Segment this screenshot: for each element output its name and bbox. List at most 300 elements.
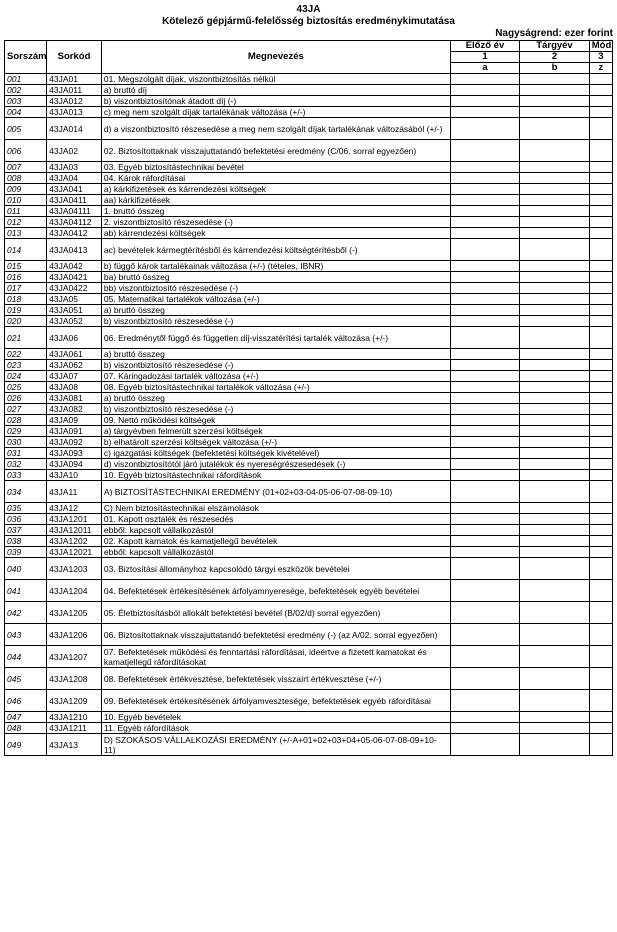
value-elozo-ev[interactable]	[450, 602, 520, 624]
value-targyev[interactable]	[520, 206, 590, 217]
table-row	[5, 437, 613, 448]
value-mod[interactable]	[589, 327, 612, 349]
header-elozo-ev: Előző év	[450, 41, 520, 52]
row-number: 047	[5, 712, 47, 723]
row-description: 06. Biztosítottaknak visszajuttatandó befektetési eredmény (-) (az A/02. sorral egyezően)	[101, 624, 450, 646]
row-code: 43JA09	[47, 415, 102, 426]
value-elozo-ev[interactable]	[450, 382, 520, 393]
value-elozo-ev[interactable]	[450, 360, 520, 371]
value-mod[interactable]	[589, 514, 612, 525]
value-mod[interactable]	[589, 602, 612, 624]
value-elozo-ev[interactable]	[450, 536, 520, 547]
row-number: 026	[5, 393, 47, 404]
value-targyev[interactable]	[520, 536, 590, 547]
row-description: 02. Kapott kamatok és kamatjellegű bevételek	[101, 536, 450, 547]
value-mod[interactable]	[589, 393, 612, 404]
row-description: d) viszontbiztosítótól járó jutalékok és nyereségrészesedések (-)	[101, 459, 450, 470]
row-code: 43JA02	[47, 140, 102, 162]
value-mod[interactable]	[589, 140, 612, 162]
value-mod[interactable]	[589, 470, 612, 481]
table-row	[5, 96, 613, 107]
row-number: 002	[5, 85, 47, 96]
value-targyev[interactable]	[520, 712, 590, 723]
header-col-a: a	[450, 63, 520, 74]
value-elozo-ev[interactable]	[450, 107, 520, 118]
value-mod[interactable]	[589, 195, 612, 206]
value-mod[interactable]	[589, 404, 612, 415]
row-code: 43JA1211	[47, 723, 102, 734]
row-description: 03. Egyéb biztosítástechnikai bevétel	[101, 162, 450, 173]
row-code: 43JA061	[47, 349, 102, 360]
row-code: 43JA052	[47, 316, 102, 327]
value-mod[interactable]	[589, 547, 612, 558]
value-elozo-ev[interactable]	[450, 195, 520, 206]
row-number: 009	[5, 184, 47, 195]
value-elozo-ev[interactable]	[450, 646, 520, 668]
value-elozo-ev[interactable]	[450, 239, 520, 261]
row-number: 024	[5, 371, 47, 382]
row-number: 021	[5, 327, 47, 349]
row-code: 43JA10	[47, 470, 102, 481]
table-row	[5, 580, 613, 602]
value-targyev[interactable]	[520, 316, 590, 327]
value-elozo-ev[interactable]	[450, 558, 520, 580]
value-targyev[interactable]	[520, 349, 590, 360]
table-row	[5, 228, 613, 239]
row-description: C) Nem biztosítástechnikai elszámolások	[101, 503, 450, 514]
row-description: 07. Befektetések működési és fenntartási ráfordításai, ideértve a fizetett kamatokat és kamatjellegű ráfordításokat	[101, 646, 450, 668]
value-elozo-ev[interactable]	[450, 305, 520, 316]
value-targyev[interactable]	[520, 503, 590, 514]
value-targyev[interactable]	[520, 525, 590, 536]
value-elozo-ev[interactable]	[450, 393, 520, 404]
value-targyev[interactable]	[520, 624, 590, 646]
value-elozo-ev[interactable]	[450, 734, 520, 756]
table-row	[5, 305, 613, 316]
row-number: 023	[5, 360, 47, 371]
value-mod[interactable]	[589, 382, 612, 393]
table-row	[5, 415, 613, 426]
row-code: 43JA041	[47, 184, 102, 195]
row-code: 43JA08	[47, 382, 102, 393]
value-elozo-ev[interactable]	[450, 118, 520, 140]
value-elozo-ev[interactable]	[450, 349, 520, 360]
row-code: 43JA081	[47, 393, 102, 404]
value-elozo-ev[interactable]	[450, 470, 520, 481]
table-row	[5, 547, 613, 558]
value-mod[interactable]	[589, 107, 612, 118]
table-row	[5, 558, 613, 580]
table-row	[5, 261, 613, 272]
row-description: 1. bruttó összeg	[101, 206, 450, 217]
value-targyev[interactable]	[520, 74, 590, 85]
table-row	[5, 349, 613, 360]
value-elozo-ev[interactable]	[450, 184, 520, 195]
value-mod[interactable]	[589, 415, 612, 426]
value-elozo-ev[interactable]	[450, 514, 520, 525]
value-targyev[interactable]	[520, 294, 590, 305]
value-elozo-ev[interactable]	[450, 668, 520, 690]
value-mod[interactable]	[589, 503, 612, 514]
row-number: 048	[5, 723, 47, 734]
value-targyev[interactable]	[520, 514, 590, 525]
header-mod: Mód	[589, 41, 612, 52]
value-elozo-ev[interactable]	[450, 415, 520, 426]
header-col-b: b	[520, 63, 590, 74]
row-number: 038	[5, 536, 47, 547]
value-targyev[interactable]	[520, 558, 590, 580]
row-description: b) elhatárolt szerzési költségek változása (+/-)	[101, 437, 450, 448]
value-mod[interactable]	[589, 426, 612, 437]
value-targyev[interactable]	[520, 228, 590, 239]
row-code: 43JA07	[47, 371, 102, 382]
table-row	[5, 503, 613, 514]
value-targyev[interactable]	[520, 459, 590, 470]
row-number: 007	[5, 162, 47, 173]
value-targyev[interactable]	[520, 272, 590, 283]
table-row	[5, 327, 613, 349]
row-description: b) viszontbiztosító részesedése (-)	[101, 404, 450, 415]
row-code: 43JA0412	[47, 228, 102, 239]
row-number: 030	[5, 437, 47, 448]
row-code: 43JA092	[47, 437, 102, 448]
value-mod[interactable]	[589, 624, 612, 646]
value-targyev[interactable]	[520, 404, 590, 415]
value-mod[interactable]	[589, 668, 612, 690]
value-targyev[interactable]	[520, 393, 590, 404]
row-description: 01. Megszolgált díjak, viszontbiztosítás nélkül	[101, 74, 450, 85]
value-elozo-ev[interactable]	[450, 580, 520, 602]
row-description: 04. Károk ráfordításai	[101, 173, 450, 184]
row-code: 43JA082	[47, 404, 102, 415]
value-elozo-ev[interactable]	[450, 283, 520, 294]
row-code: 43JA1201	[47, 514, 102, 525]
value-elozo-ev[interactable]	[450, 481, 520, 503]
table-row	[5, 668, 613, 690]
value-mod[interactable]	[589, 85, 612, 96]
value-targyev[interactable]	[520, 668, 590, 690]
value-targyev[interactable]	[520, 602, 590, 624]
value-mod[interactable]	[589, 294, 612, 305]
row-description: ba) bruttó összeg	[101, 272, 450, 283]
unit-label: Nagyságrend: ezer forint	[495, 28, 613, 39]
row-number: 046	[5, 690, 47, 712]
value-mod[interactable]	[589, 712, 612, 723]
value-targyev[interactable]	[520, 96, 590, 107]
row-code: 43JA1207	[47, 646, 102, 668]
row-number: 028	[5, 415, 47, 426]
value-targyev[interactable]	[520, 85, 590, 96]
header-targyev: Tárgyév	[520, 41, 590, 52]
table-row	[5, 646, 613, 668]
row-code: 43JA093	[47, 448, 102, 459]
row-description: ebből: kapcsolt vállalkozástól	[101, 525, 450, 536]
value-mod[interactable]	[589, 459, 612, 470]
row-number: 035	[5, 503, 47, 514]
row-code: 43JA094	[47, 459, 102, 470]
row-number: 034	[5, 481, 47, 503]
value-targyev[interactable]	[520, 140, 590, 162]
row-code: 43JA13	[47, 734, 102, 756]
row-code: 43JA1204	[47, 580, 102, 602]
row-description: 10. Egyéb biztosítástechnikai ráfordítások	[101, 470, 450, 481]
value-elozo-ev[interactable]	[450, 437, 520, 448]
row-number: 015	[5, 261, 47, 272]
value-elozo-ev[interactable]	[450, 140, 520, 162]
row-description: 04. Befektetések értékesítésének árfolyamnyeresége, befektetések egyéb bevételei	[101, 580, 450, 602]
row-description: b) viszontbiztosító részesedése (-)	[101, 360, 450, 371]
value-targyev[interactable]	[520, 327, 590, 349]
value-targyev[interactable]	[520, 415, 590, 426]
table-row	[5, 536, 613, 547]
table-row	[5, 217, 613, 228]
row-number: 036	[5, 514, 47, 525]
header-col-z: z	[589, 63, 612, 74]
value-elozo-ev[interactable]	[450, 426, 520, 437]
row-description: ebből: kapcsolt vállalkozástól	[101, 547, 450, 558]
value-targyev[interactable]	[520, 690, 590, 712]
row-description: 10. Egyéb bevételek	[101, 712, 450, 723]
value-elozo-ev[interactable]	[450, 96, 520, 107]
value-mod[interactable]	[589, 349, 612, 360]
row-code: 43JA0422	[47, 283, 102, 294]
value-mod[interactable]	[589, 360, 612, 371]
value-targyev[interactable]	[520, 305, 590, 316]
value-targyev[interactable]	[520, 734, 590, 756]
row-description: 07. Káringadozási tartalék változása (+/-)	[101, 371, 450, 382]
row-description: 11. Egyéb ráfordítások	[101, 723, 450, 734]
row-code: 43JA01	[47, 74, 102, 85]
value-mod[interactable]	[589, 74, 612, 85]
table-row	[5, 195, 613, 206]
value-targyev[interactable]	[520, 382, 590, 393]
row-number: 017	[5, 283, 47, 294]
value-mod[interactable]	[589, 228, 612, 239]
value-mod[interactable]	[589, 437, 612, 448]
value-mod[interactable]	[589, 558, 612, 580]
row-description: 09. Nettó működési költségek	[101, 415, 450, 426]
value-targyev[interactable]	[520, 173, 590, 184]
value-elozo-ev[interactable]	[450, 162, 520, 173]
value-elozo-ev[interactable]	[450, 448, 520, 459]
value-elozo-ev[interactable]	[450, 690, 520, 712]
table-row	[5, 470, 613, 481]
row-number: 010	[5, 195, 47, 206]
row-number: 044	[5, 646, 47, 668]
row-number: 016	[5, 272, 47, 283]
row-number: 031	[5, 448, 47, 459]
value-targyev[interactable]	[520, 580, 590, 602]
value-elozo-ev[interactable]	[450, 503, 520, 514]
row-code: 43JA1203	[47, 558, 102, 580]
table-row	[5, 382, 613, 393]
row-number: 012	[5, 217, 47, 228]
table-row	[5, 514, 613, 525]
row-number: 013	[5, 228, 47, 239]
value-targyev[interactable]	[520, 195, 590, 206]
value-mod[interactable]	[589, 272, 612, 283]
row-description: 06. Eredménytől függő és független díj-visszatérítési tartalék változása (+/-)	[101, 327, 450, 349]
row-code: 43JA051	[47, 305, 102, 316]
row-code: 43JA011	[47, 85, 102, 96]
table-row	[5, 184, 613, 195]
value-elozo-ev[interactable]	[450, 74, 520, 85]
value-targyev[interactable]	[520, 217, 590, 228]
row-description: b) viszontbiztosítónak átadott díj (-)	[101, 96, 450, 107]
table-row	[5, 316, 613, 327]
value-targyev[interactable]	[520, 470, 590, 481]
value-targyev[interactable]	[520, 426, 590, 437]
value-targyev[interactable]	[520, 371, 590, 382]
value-elozo-ev[interactable]	[450, 525, 520, 536]
row-code: 43JA0413	[47, 239, 102, 261]
table-row	[5, 712, 613, 723]
row-description: 02. Biztosítottaknak visszajuttatandó befektetési eredmény (C/06. sorral egyezően)	[101, 140, 450, 162]
value-mod[interactable]	[589, 371, 612, 382]
table-row	[5, 734, 613, 756]
row-code: 43JA1205	[47, 602, 102, 624]
report-code: 43JA	[296, 4, 321, 15]
value-targyev[interactable]	[520, 107, 590, 118]
row-number: 040	[5, 558, 47, 580]
table-row	[5, 294, 613, 305]
row-description: 08. Egyéb biztosítástechnikai tartalékok változása (+/-)	[101, 382, 450, 393]
value-mod[interactable]	[589, 525, 612, 536]
value-targyev[interactable]	[520, 184, 590, 195]
table-row	[5, 426, 613, 437]
value-mod[interactable]	[589, 723, 612, 734]
value-targyev[interactable]	[520, 283, 590, 294]
value-mod[interactable]	[589, 261, 612, 272]
row-code: 43JA12021	[47, 547, 102, 558]
row-description: a) kárkifizetések és kárrendezési költségek	[101, 184, 450, 195]
value-mod[interactable]	[589, 173, 612, 184]
row-description: 05. Életbiztosításból allokált befektetési bevétel (B/02/d) sorral egyezően)	[101, 602, 450, 624]
row-code: 43JA013	[47, 107, 102, 118]
report-title: Kötelező gépjármű-felelősség biztosítás eredménykimutatása	[162, 16, 455, 27]
row-code: 43JA04	[47, 173, 102, 184]
row-code: 43JA04111	[47, 206, 102, 217]
table-row	[5, 118, 613, 140]
row-description: b) függő károk tartalékainak változása (+/-) (tételes, IBNR)	[101, 261, 450, 272]
row-number: 041	[5, 580, 47, 602]
value-elozo-ev[interactable]	[450, 217, 520, 228]
value-mod[interactable]	[589, 162, 612, 173]
value-elozo-ev[interactable]	[450, 371, 520, 382]
table-row	[5, 459, 613, 470]
value-elozo-ev[interactable]	[450, 723, 520, 734]
value-mod[interactable]	[589, 690, 612, 712]
table-row	[5, 448, 613, 459]
value-targyev[interactable]	[520, 448, 590, 459]
row-description: 03. Biztosítási állományhoz kapcsolódó tárgyi eszközök bevételei	[101, 558, 450, 580]
row-code: 43JA12	[47, 503, 102, 514]
table-row	[5, 283, 613, 294]
value-mod[interactable]	[589, 217, 612, 228]
row-number: 022	[5, 349, 47, 360]
row-number: 029	[5, 426, 47, 437]
value-elozo-ev[interactable]	[450, 228, 520, 239]
value-elozo-ev[interactable]	[450, 294, 520, 305]
value-mod[interactable]	[589, 646, 612, 668]
row-code: 43JA04112	[47, 217, 102, 228]
value-targyev[interactable]	[520, 646, 590, 668]
row-description: bb) viszontbiztosító részesedése (-)	[101, 283, 450, 294]
value-targyev[interactable]	[520, 481, 590, 503]
value-mod[interactable]	[589, 580, 612, 602]
value-mod[interactable]	[589, 536, 612, 547]
row-number: 037	[5, 525, 47, 536]
value-mod[interactable]	[589, 239, 612, 261]
row-number: 042	[5, 602, 47, 624]
value-elozo-ev[interactable]	[450, 547, 520, 558]
value-targyev[interactable]	[520, 261, 590, 272]
value-targyev[interactable]	[520, 162, 590, 173]
row-code: 43JA12011	[47, 525, 102, 536]
value-mod[interactable]	[589, 184, 612, 195]
value-mod[interactable]	[589, 316, 612, 327]
row-description: ac) bevételek kármegtérítésből és kárrendezési költségtérítésből (-)	[101, 239, 450, 261]
row-code: 43JA06	[47, 327, 102, 349]
value-targyev[interactable]	[520, 547, 590, 558]
row-code: 43JA03	[47, 162, 102, 173]
value-elozo-ev[interactable]	[450, 261, 520, 272]
value-mod[interactable]	[589, 734, 612, 756]
value-elozo-ev[interactable]	[450, 206, 520, 217]
row-code: 43JA1210	[47, 712, 102, 723]
value-mod[interactable]	[589, 305, 612, 316]
value-mod[interactable]	[589, 206, 612, 217]
report-header	[0, 0, 617, 28]
row-number: 039	[5, 547, 47, 558]
row-number: 011	[5, 206, 47, 217]
row-description: 2. viszontbiztosító részesedése (-)	[101, 217, 450, 228]
row-description: 09. Befektetések értékesítésének árfolyamvesztesége, befektetések egyéb ráfordításai	[101, 690, 450, 712]
value-elozo-ev[interactable]	[450, 327, 520, 349]
value-mod[interactable]	[589, 118, 612, 140]
header-col-1: 1	[450, 52, 520, 63]
row-description: 05. Matematikai tartalékok változása (+/-)	[101, 294, 450, 305]
value-elozo-ev[interactable]	[450, 712, 520, 723]
value-elozo-ev[interactable]	[450, 173, 520, 184]
row-code: 43JA042	[47, 261, 102, 272]
row-number: 027	[5, 404, 47, 415]
value-elozo-ev[interactable]	[450, 85, 520, 96]
row-code: 43JA014	[47, 118, 102, 140]
value-elozo-ev[interactable]	[450, 624, 520, 646]
value-targyev[interactable]	[520, 723, 590, 734]
table-row	[5, 525, 613, 536]
value-mod[interactable]	[589, 481, 612, 503]
value-mod[interactable]	[589, 448, 612, 459]
value-elozo-ev[interactable]	[450, 404, 520, 415]
table-row	[5, 602, 613, 624]
value-mod[interactable]	[589, 283, 612, 294]
value-elozo-ev[interactable]	[450, 459, 520, 470]
value-targyev[interactable]	[520, 437, 590, 448]
table-row	[5, 239, 613, 261]
value-targyev[interactable]	[520, 239, 590, 261]
value-targyev[interactable]	[520, 118, 590, 140]
table-row	[5, 140, 613, 162]
value-targyev[interactable]	[520, 360, 590, 371]
value-elozo-ev[interactable]	[450, 272, 520, 283]
row-number: 049	[5, 734, 47, 756]
table-row	[5, 723, 613, 734]
value-mod[interactable]	[589, 96, 612, 107]
value-elozo-ev[interactable]	[450, 316, 520, 327]
row-number: 006	[5, 140, 47, 162]
